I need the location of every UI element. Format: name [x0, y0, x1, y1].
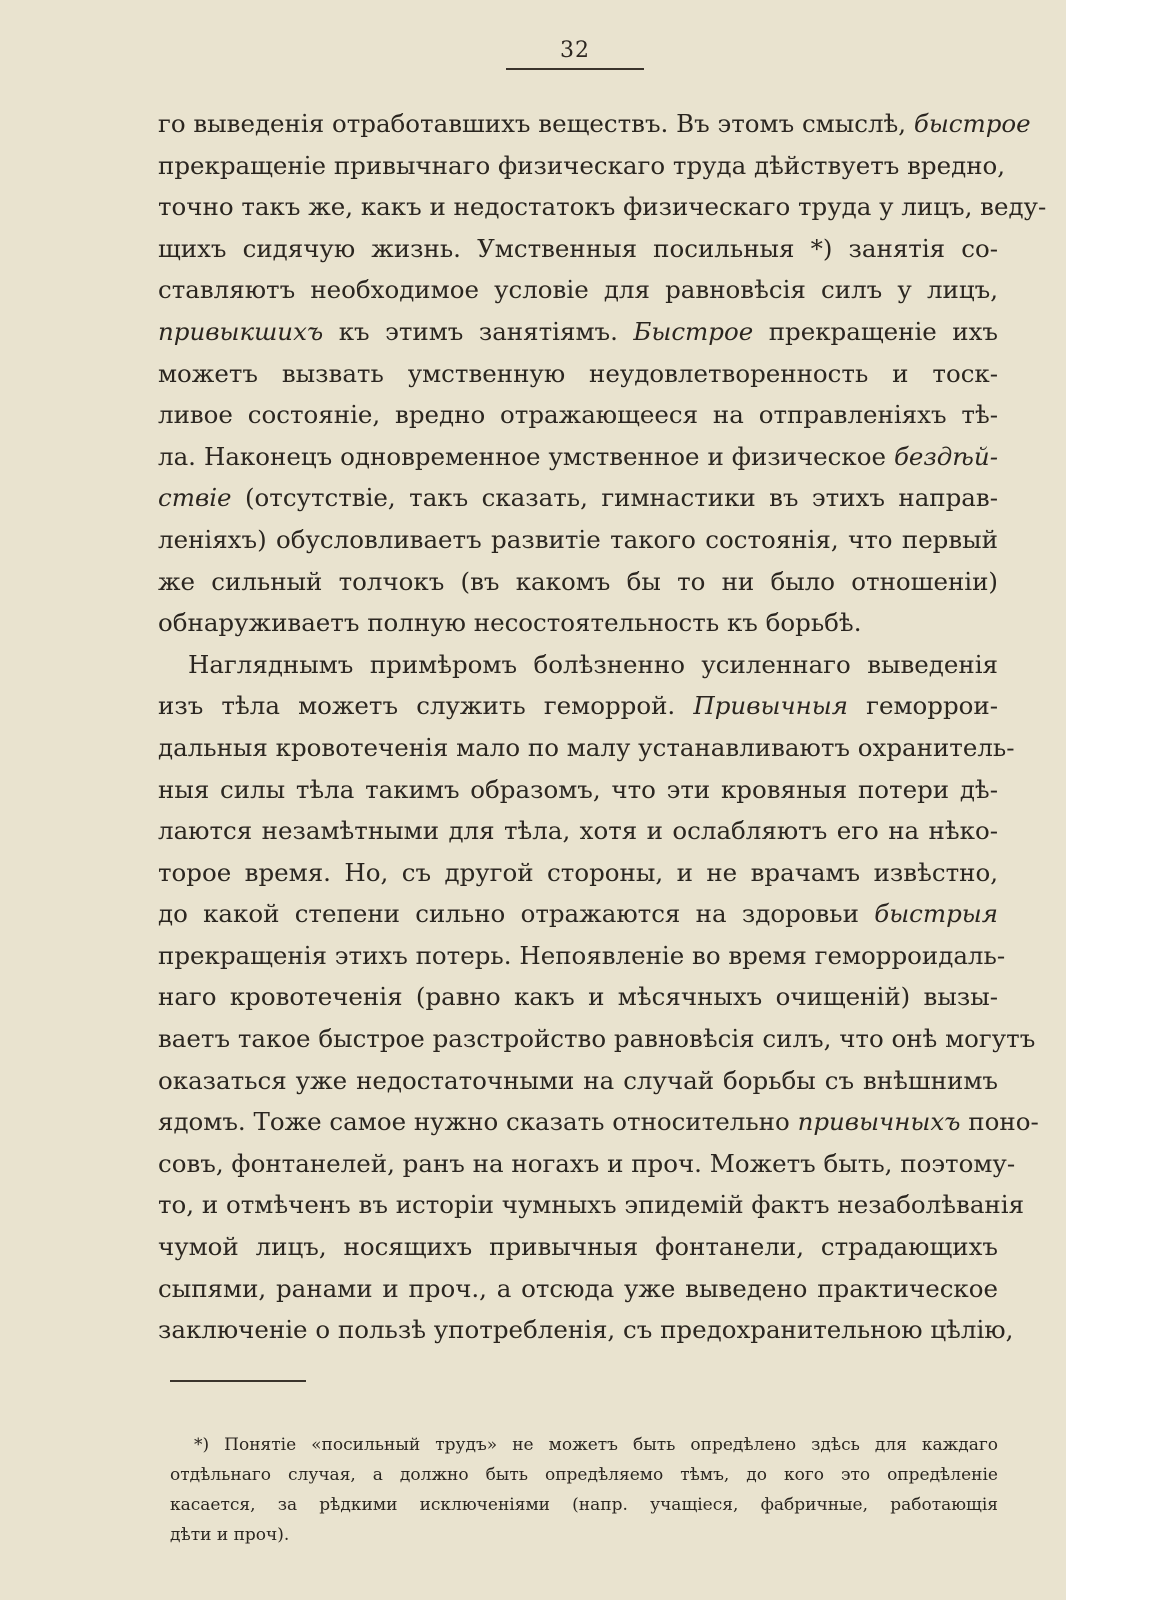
- text-line: [158, 1184, 1025, 1226]
- text-run: ныя силы тѣла такимъ образомъ, что эти кровяныя потери дѣ-: [158, 774, 998, 804]
- header-rule: [506, 68, 644, 70]
- footnote: [170, 1430, 998, 1550]
- text-line: [158, 436, 998, 478]
- text-line: [158, 1101, 1039, 1143]
- footnote-rule: [170, 1380, 306, 1382]
- italic-run: бездѣй-: [893, 441, 998, 471]
- text-line: [158, 769, 998, 811]
- italic-run: Быстрое: [633, 316, 754, 346]
- page-number: 32: [560, 38, 590, 63]
- text-line: [158, 311, 998, 353]
- text-run: ваетъ такое быстрое разстройство равновѣсія силъ, что онѣ могутъ: [158, 1024, 1036, 1054]
- text-run: Нагляднымъ примѣромъ болѣзненно усиленнаго выведенія: [188, 649, 998, 679]
- text-run: прекращеніе ихъ: [753, 316, 998, 346]
- italic-run: быстрое: [913, 109, 1031, 138]
- italic-run: быстрыя: [874, 899, 998, 929]
- text-line: [158, 976, 998, 1018]
- footnote-line: *) Понятіе «посильный трудъ» не можетъ быть опредѣлено здѣсь для каждаго: [194, 1435, 998, 1455]
- footnote-line: отдѣльнаго случая, а должно быть опредѣляемо тѣмъ, до кого это опредѣленіе: [170, 1465, 998, 1485]
- text-line: [158, 1268, 998, 1310]
- text-line: [158, 519, 998, 561]
- text-run: можетъ вызвать умственную неудовлетворенность и тоск-: [158, 358, 998, 388]
- italic-run: ствіе: [158, 483, 232, 513]
- body-text: [158, 103, 1047, 1351]
- text-line: [158, 186, 1047, 228]
- text-line: [158, 852, 998, 894]
- text-run: наго кровотеченія (равно какъ и мѣсячныхъ очищеній) вызы-: [158, 982, 998, 1012]
- text-line: [158, 602, 998, 644]
- text-line: [158, 810, 998, 852]
- text-run: ядомъ. Тоже самое нужно сказать относительно: [158, 1107, 798, 1137]
- text-line: [158, 561, 998, 603]
- text-run: сыпями, ранами и проч., а отсюда уже выведено практическое: [158, 1273, 998, 1303]
- text-line: [158, 269, 998, 311]
- text-line: [158, 477, 998, 519]
- text-run: точно такъ же, какъ и недостатокъ физическаго труда у лицъ, веду-: [158, 192, 1047, 222]
- italic-run: привычныхъ: [797, 1107, 961, 1137]
- text-line: [158, 353, 998, 395]
- text-line: [158, 1060, 998, 1102]
- footnote-line: касается, за рѣдкими исключеніями (напр. учащіеся, фабричные, работающія: [170, 1495, 998, 1515]
- text-run: оказаться уже недостаточными на случай борьбы съ внѣшнимъ: [158, 1065, 998, 1095]
- text-run: поно-: [960, 1107, 1039, 1137]
- text-line: [158, 394, 998, 436]
- text-line: [158, 893, 998, 935]
- text-run: го выведенія отработавшихъ веществъ. Въ этомъ смыслѣ,: [158, 109, 914, 138]
- text-run: къ этимъ занятіямъ.: [323, 316, 634, 346]
- scan-margin: [1066, 0, 1131, 1600]
- text-run: леніяхъ) обусловливаетъ развитіе такого состоянія, что первый: [158, 524, 998, 554]
- text-run: геморрои-: [847, 691, 999, 721]
- text-line: [158, 228, 998, 270]
- text-run: то, и отмѣченъ въ исторіи чумныхъ эпидемій фактъ незаболѣванія: [158, 1190, 1025, 1220]
- text-run: (отсутствіе, такъ сказать, гимнастики въ этихъ направ-: [231, 483, 998, 513]
- text-run: прекращеніе привычнаго физическаго труда дѣйствуетъ вредно,: [158, 150, 1006, 180]
- text-line: [158, 1143, 1016, 1185]
- text-line: [158, 1018, 1036, 1060]
- text-run: совъ, фонтанелей, ранъ на ногахъ и проч. Можетъ быть, поэтому-: [158, 1148, 1016, 1178]
- text-run: изъ тѣла можетъ служить геморрой.: [158, 691, 694, 721]
- footnote-line: дѣти и проч).: [170, 1525, 290, 1545]
- text-run: же сильный толчокъ (въ какомъ бы то ни было отношеніи): [158, 566, 998, 596]
- text-run: ла. Наконецъ одновременное умственное и физическое: [158, 441, 894, 471]
- text-line: [158, 1309, 1014, 1351]
- text-line: [158, 644, 998, 686]
- text-run: щихъ сидячую жизнь. Умственныя посильныя *) занятія со-: [158, 233, 998, 263]
- text-run: ставляютъ необходимое условіе для равновѣсія силъ у лицъ,: [158, 275, 998, 305]
- text-run: ливое состояніе, вредно отражающееся на отправленіяхъ тѣ-: [158, 400, 998, 430]
- text-run: чумой лицъ, носящихъ привычныя фонтанели, страдающихъ: [158, 1232, 998, 1262]
- text-run: до какой степени сильно отражаются на здоровьи: [158, 899, 875, 929]
- text-run: обнаруживаетъ полную несостоятельность къ борьбѣ.: [158, 608, 862, 638]
- text-line: [158, 1226, 998, 1268]
- text-line: [158, 727, 1015, 769]
- italic-run: Привычныя: [693, 691, 848, 721]
- text-run: дальныя кровотеченія мало по малу устанавливаютъ охранитель-: [158, 732, 1015, 762]
- text-line: [158, 145, 1006, 187]
- italic-run: привыкшихъ: [158, 316, 324, 346]
- text-run: лаются незамѣтными для тѣла, хотя и ослабляютъ его на нѣко-: [158, 816, 998, 846]
- text-run: торое время. Но, съ другой стороны, и не врачамъ извѣстно,: [158, 857, 998, 887]
- text-line: [158, 103, 1031, 145]
- text-run: прекращенія этихъ потерь. Непоявленіе во время геморроидаль-: [158, 940, 1006, 970]
- text-line: [158, 685, 998, 727]
- text-line: [158, 935, 1006, 977]
- text-run: заключеніе о пользѣ употребленія, съ предохранительною цѣлію,: [158, 1315, 1014, 1345]
